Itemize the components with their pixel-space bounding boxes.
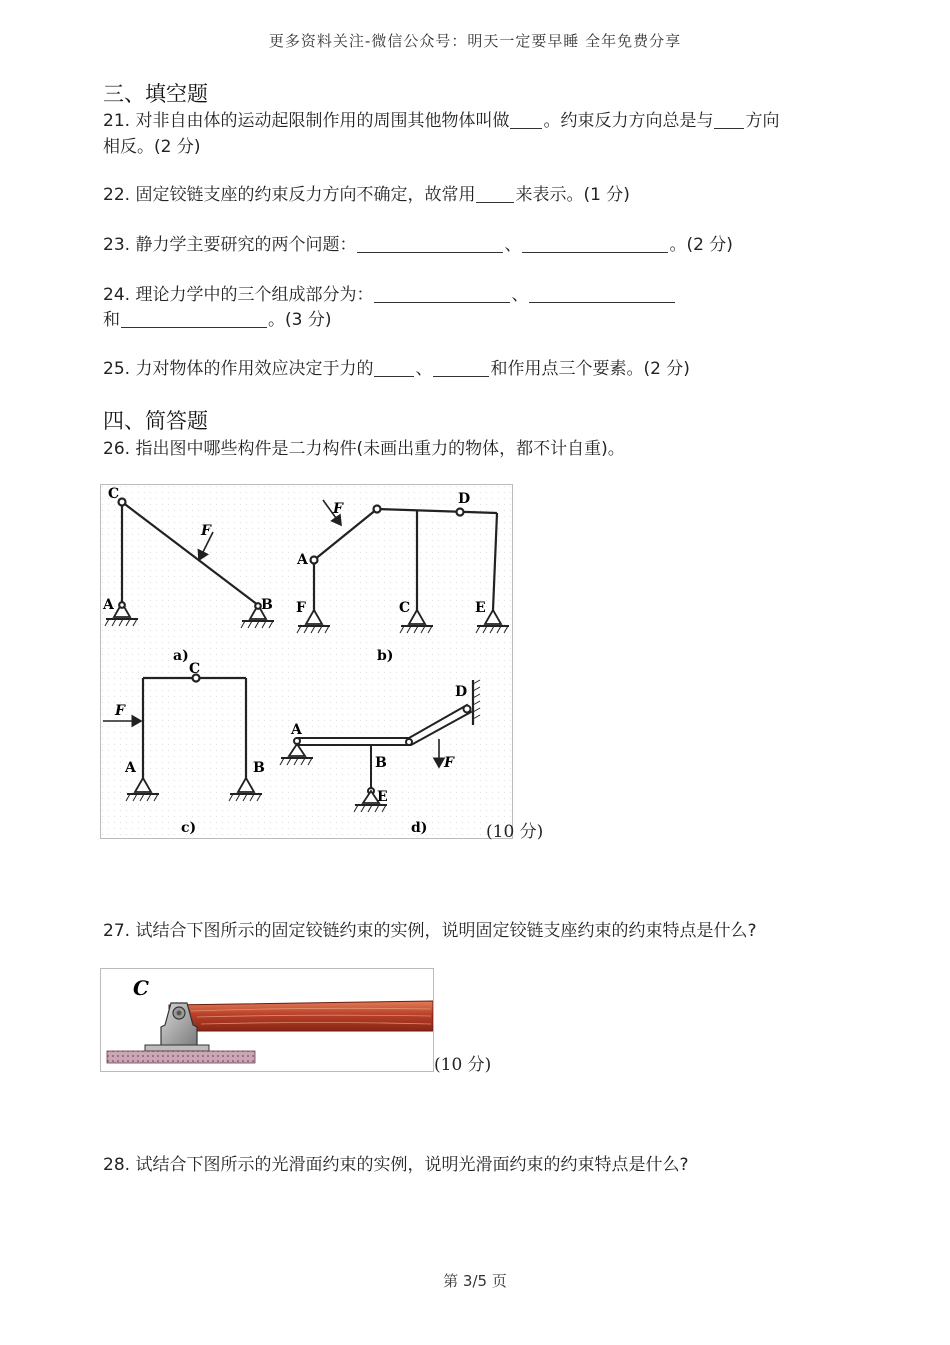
page-header: 更多资料关注-微信公众号：明天一定要早睡 全年免费分享 (268, 32, 682, 50)
q25-sep: 、 (415, 359, 433, 379)
q24-end: 。(3 分) (268, 310, 332, 330)
q21-text-a: 21. 对非自由体的运动起限制作用的周围其他物体叫做 (103, 111, 510, 131)
q23-text-a: 23. 静力学主要研究的两个问题： (103, 235, 357, 255)
question-22 (103, 182, 630, 208)
label-a-F: F (201, 523, 211, 539)
q22-text-a: 22. 固定铰链支座的约束反力方向不确定，故常用 (103, 185, 476, 205)
caption-b: b) (377, 648, 394, 664)
section-4-title: 四、简答题 (103, 409, 208, 433)
caption-a: a) (173, 648, 189, 664)
label-b-A: A (297, 552, 308, 568)
q27-label-C: C (133, 976, 149, 1000)
label-b-E: E (475, 600, 486, 616)
label-b-F: F (296, 600, 306, 616)
question-26: 26. 指出图中哪些构件是二力构件(未画出重力的物体，都不计自重)。 (103, 439, 625, 459)
q23-blank-1 (357, 234, 503, 253)
q21-blank-1 (510, 110, 542, 129)
label-b-F-force: F (333, 501, 343, 517)
q24-blank-2 (529, 284, 675, 303)
q21-text-b: 。约束反力方向总是与 (543, 111, 714, 131)
question-25 (103, 356, 690, 382)
q25-text-a: 25. 力对物体的作用效应决定于力的 (103, 359, 374, 379)
page-footer: 第 3/5 页 (443, 1272, 507, 1290)
q24-text-b: 和 (103, 310, 120, 330)
question-24-cont (103, 307, 331, 333)
q23-sep: 、 (504, 235, 522, 255)
label-b-D: D (458, 491, 471, 507)
q26-diagram (101, 485, 512, 838)
q27-beam (169, 1001, 433, 1031)
label-b-C: C (399, 600, 411, 616)
q24-sep: 、 (511, 285, 529, 305)
caption-c: c) (181, 820, 197, 836)
label-a-A: A (103, 597, 114, 613)
question-21-cont: 相反。(2 分) (103, 137, 201, 157)
q25-text-b: 和作用点三个要素。(2 分) (490, 359, 690, 379)
q22-blank (476, 184, 514, 203)
section-3-title: 三、填空题 (103, 82, 208, 106)
label-a-C: C (108, 486, 120, 502)
question-27: 27. 试结合下图所示的固定铰链约束的实例，说明固定铰链支座约束的约束特点是什么? (103, 921, 757, 941)
label-a-B: B (261, 597, 273, 613)
q27-marks: (10 分) (434, 1055, 492, 1075)
q24-blank-1 (374, 284, 510, 303)
label-c-C: C (189, 661, 201, 677)
q21-text-c: 方向 (745, 111, 780, 131)
q22-text-b: 来表示。(1 分) (515, 185, 630, 205)
q26-figure (100, 484, 513, 839)
q24-blank-3 (121, 309, 267, 328)
label-c-B: B (253, 760, 265, 776)
q27-figure (100, 968, 434, 1072)
label-d-A: A (291, 722, 302, 738)
question-28: 28. 试结合下图所示的光滑面约束的实例，说明光滑面约束的约束特点是什么? (103, 1155, 689, 1175)
q27-ground (107, 1051, 255, 1063)
q26-marks: (10 分) (486, 822, 544, 842)
q21-blank-2 (714, 110, 744, 129)
q25-blank-2 (433, 358, 489, 377)
q27-hinge-diagram (101, 969, 433, 1071)
label-d-F: F (444, 755, 454, 771)
question-24 (103, 282, 676, 308)
q25-blank-1 (374, 358, 414, 377)
label-d-D: D (455, 684, 468, 700)
label-c-A: A (125, 760, 136, 776)
question-21 (103, 108, 779, 134)
q23-end: 。(2 分) (669, 235, 733, 255)
caption-d: d) (411, 820, 428, 836)
label-c-F: F (115, 703, 125, 719)
label-d-B: B (375, 755, 387, 771)
question-23 (103, 232, 733, 258)
q24-text-a: 24. 理论力学中的三个组成部分为： (103, 285, 374, 305)
q23-blank-2 (522, 234, 668, 253)
label-d-E: E (377, 789, 388, 805)
